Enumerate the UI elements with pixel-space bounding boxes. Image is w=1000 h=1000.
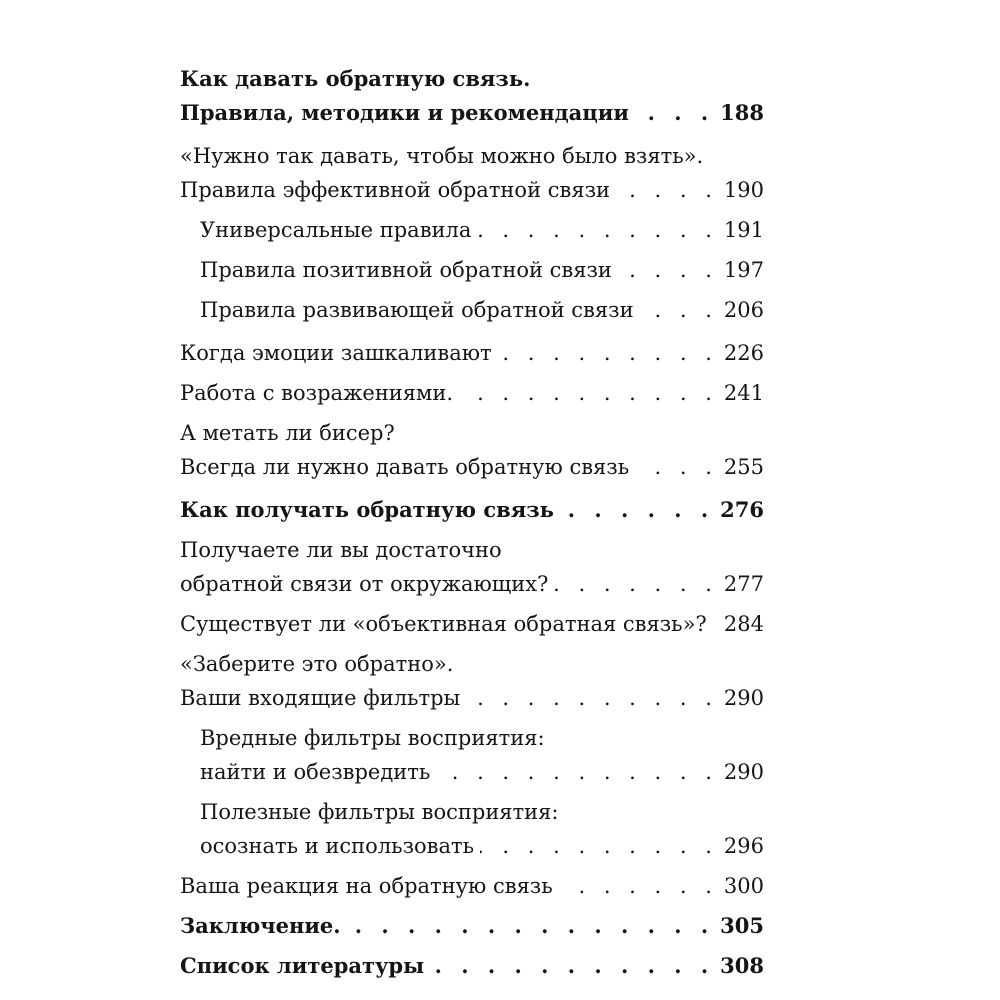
toc-entry-title: Заключение. (180, 913, 341, 938)
toc-entry-title: Правила позитивной обратной связи (200, 258, 612, 282)
toc-entry (180, 795, 764, 863)
toc-entry-title: осознать и использовать (200, 834, 475, 858)
toc-entry (180, 416, 764, 484)
dot-leader (635, 96, 714, 130)
toc-entry-title-line: «Нужно так давать, чтобы можно было взять». (180, 144, 704, 168)
toc-page-number: 255 (723, 455, 764, 479)
toc-page-number: 206 (723, 298, 764, 322)
toc-entry-title-line: Вредные фильтры восприятия: (200, 726, 545, 750)
toc-page-number: 190 (723, 178, 764, 202)
toc-entry-title-line: Полезные фильтры восприятия: (200, 800, 559, 824)
dot-leader (347, 909, 715, 943)
toc-entry-title: Ваши входящие фильтры (180, 686, 461, 710)
toc-entry-title-line: Получаете ли вы достаточно (180, 538, 502, 562)
dot-leader (713, 607, 718, 641)
dot-leader (635, 450, 718, 484)
toc-entry-title: Работа с возражениями. (180, 381, 454, 405)
toc-entry (180, 376, 764, 410)
toc-page-number: 290 (723, 686, 764, 710)
toc-page-number: 284 (723, 612, 764, 636)
dot-leader (477, 213, 718, 247)
toc-entry-title-line: А метать ли бисер? (180, 421, 395, 445)
toc-page-number: 277 (723, 572, 764, 596)
toc-page-number: 296 (723, 834, 764, 858)
toc-entry (180, 721, 764, 789)
dot-leader (498, 336, 718, 370)
toc-entry (180, 949, 764, 983)
toc-entry (180, 213, 764, 247)
toc-entry-title: Существует ли «объективная обратная связь»? (180, 612, 707, 636)
dot-leader (430, 949, 714, 983)
toc-entry (180, 647, 764, 715)
dot-leader (466, 681, 718, 715)
toc-entry (180, 253, 764, 287)
toc-page-number: 188 (720, 100, 764, 125)
toc-entry (180, 293, 764, 327)
toc-entry-title: Как получать обратную связь (180, 497, 554, 522)
dot-leader (554, 567, 718, 601)
toc-entry-title: Когда эмоции зашкаливают (180, 341, 492, 365)
dot-leader (616, 173, 718, 207)
toc-entry (180, 62, 764, 130)
dot-leader (640, 293, 718, 327)
toc-entry-title: Правила развивающей обратной связи (200, 298, 634, 322)
dot-leader (459, 376, 718, 410)
dot-leader (559, 869, 718, 903)
toc-page-number: 191 (723, 218, 764, 242)
toc-entry-title: обратной связи от окружающих? (180, 572, 549, 596)
toc-page-number: 276 (720, 497, 764, 522)
toc-entry (180, 493, 764, 527)
toc-entry (180, 336, 764, 370)
toc-page-number: 305 (720, 913, 764, 938)
toc-entry (180, 607, 764, 641)
dot-leader (560, 493, 714, 527)
dot-leader (436, 755, 718, 789)
toc-entry (180, 533, 764, 601)
toc-entry (180, 869, 764, 903)
toc-entry-title-line: «Заберите это обратно». (180, 652, 454, 676)
dot-leader (480, 829, 718, 863)
toc-entry-title: найти и обезвредить (200, 760, 431, 784)
toc-page-number: 241 (723, 381, 764, 405)
toc-page-number: 290 (723, 760, 764, 784)
toc-entry-title: Правила эффективной обратной связи (180, 178, 611, 202)
table-of-contents (180, 62, 764, 983)
toc-entry-title: Правила, методики и рекомендации (180, 100, 629, 125)
toc-page-number: 308 (720, 953, 764, 978)
toc-page-number: 197 (723, 258, 764, 282)
toc-page-number: 226 (723, 341, 764, 365)
toc-entry-title: Универсальные правила (200, 218, 472, 242)
toc-entry-title-line: Как давать обратную связь. (180, 66, 531, 91)
toc-entry (180, 909, 764, 943)
toc-entry-title: Всегда ли нужно давать обратную связь (180, 455, 630, 479)
dot-leader (618, 253, 718, 287)
toc-entry-title: Список литературы (180, 953, 425, 978)
toc-page-number: 300 (723, 874, 764, 898)
toc-entry-title: Ваша реакция на обратную связь (180, 874, 553, 898)
toc-entry (180, 139, 764, 207)
